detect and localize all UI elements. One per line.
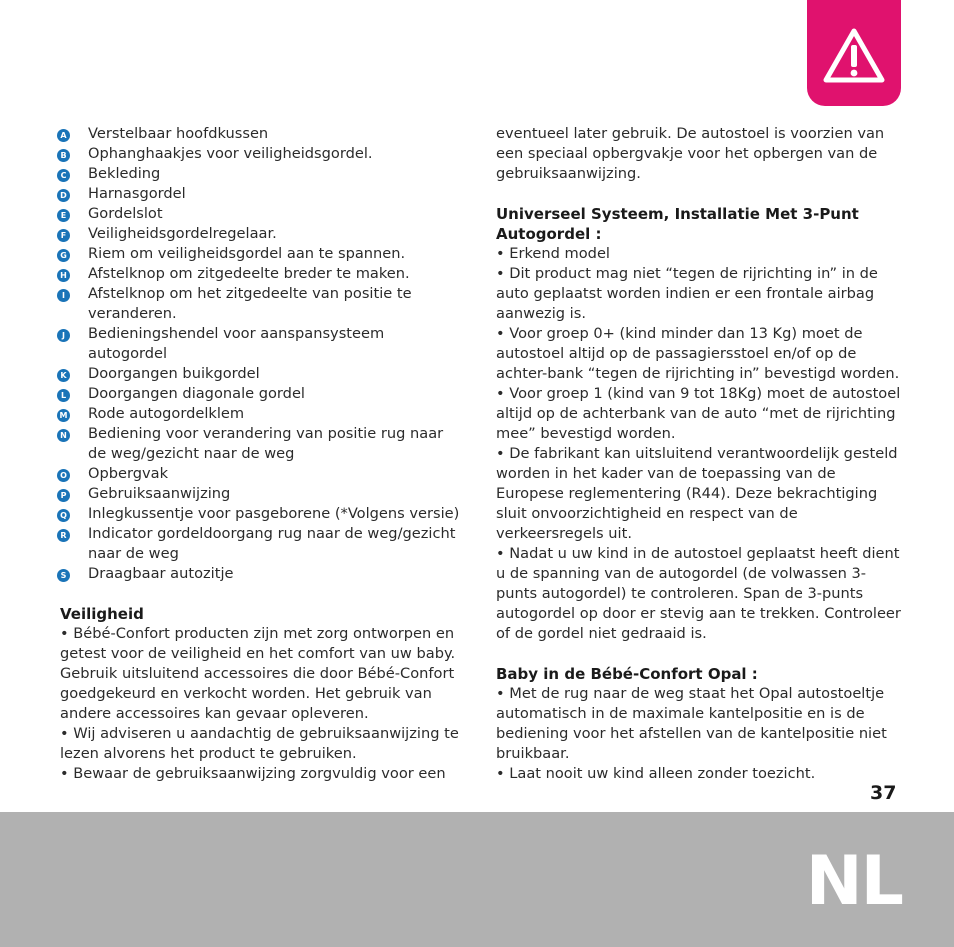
part-label: Bekleding — [88, 165, 161, 182]
safety-heading: Veiligheid — [60, 605, 144, 623]
part-item — [60, 484, 460, 504]
universal-paragraph: • Dit product mag niet “tegen de rijrichting in” in de auto geplaatst worden indien er een frontale airbag aanwezig is. — [496, 265, 878, 322]
part-item — [60, 264, 460, 284]
part-item — [60, 324, 460, 364]
warning-triangle-icon — [823, 28, 885, 84]
baby-paragraph: • Laat nooit uw kind alleen zonder toezicht. — [496, 765, 816, 782]
part-item — [60, 284, 460, 324]
part-item — [60, 364, 460, 384]
part-item — [60, 164, 460, 184]
baby-section — [496, 684, 906, 784]
warning-tab — [807, 0, 901, 106]
part-label: Verstelbaar hoofdkussen — [88, 125, 269, 142]
part-item — [60, 504, 460, 524]
part-letter-badge: O — [57, 469, 70, 482]
part-letter-badge: S — [57, 569, 70, 582]
part-item — [60, 404, 460, 424]
part-label: Gordelslot — [88, 205, 163, 222]
safety-paragraph: • Bébé-Confort producten zijn met zorg ontworpen en getest voor de veiligheid en het comfort van uw baby. Gebruik uitsluitend accessoires die door Bébé-Confort goedgekeurd en verkocht worden. Het gebruik van andere accessoires kan gevaar opleveren. — [60, 625, 456, 722]
part-label: Inlegkussentje voor pasgeborene (*Volgens versie) — [88, 505, 460, 522]
part-letter-badge: F — [57, 229, 70, 242]
part-letter-badge: L — [57, 389, 70, 402]
part-letter-badge: G — [57, 249, 70, 262]
part-letter-badge: N — [57, 429, 70, 442]
part-label: Opbergvak — [88, 465, 169, 482]
part-label: Riem om veiligheidsgordel aan te spannen. — [88, 245, 406, 262]
part-label: Bedieningshendel voor aanspansysteem autogordel — [88, 325, 385, 362]
universal-paragraph: • Voor groep 0+ (kind minder dan 13 Kg) moet de autostoel altijd op de passagiersstoel en/of op de achter-bank “tegen de rijrichting in” bevestigd worden. — [496, 325, 900, 382]
parts-list — [60, 124, 460, 584]
part-label: Doorgangen buikgordel — [88, 365, 260, 382]
part-label: Afstelknop om het zitgedeelte van positie te veranderen. — [88, 285, 412, 322]
part-letter-badge: A — [57, 129, 70, 142]
part-label: Rode autogordelklem — [88, 405, 245, 422]
part-item — [60, 224, 460, 244]
part-item — [60, 144, 460, 164]
safety-paragraph: • Bewaar de gebruiksaanwijzing zorgvuldig voor een — [60, 765, 446, 782]
part-letter-badge: P — [57, 489, 70, 502]
part-item — [60, 384, 460, 404]
part-item — [60, 244, 460, 264]
part-letter-badge: M — [57, 409, 70, 422]
part-label: Draagbaar autozitje — [88, 565, 234, 582]
baby-heading: Baby in de Bébé-Confort Opal : — [496, 665, 758, 683]
part-label: Bediening voor verandering van positie rug naar de weg/gezicht naar de weg — [88, 425, 444, 462]
part-letter-badge: K — [57, 369, 70, 382]
language-code: NL — [805, 842, 902, 921]
part-label: Gebruiksaanwijzing — [88, 485, 231, 502]
part-letter-badge: H — [57, 269, 70, 282]
part-label: Indicator gordeldoorgang rug naar de weg/gezicht naar de weg — [88, 525, 456, 562]
part-item — [60, 124, 460, 144]
part-letter-badge: C — [57, 169, 70, 182]
part-letter-badge: R — [57, 529, 70, 542]
part-letter-badge: I — [57, 289, 70, 302]
baby-paragraph: • Met de rug naar de weg staat het Opal autostoeltje automatisch in de maximale kantelpositie en is de bediening voor het afstellen van de kantelpositie niet bruikbaar. — [496, 685, 887, 762]
universal-paragraph: • Voor groep 1 (kind van 9 tot 18Kg) moet de autostoel altijd op de achterbank van de auto “met de rijrichting mee” bevestigd worden. — [496, 385, 901, 442]
part-item — [60, 524, 460, 564]
part-letter-badge: E — [57, 209, 70, 222]
part-letter-badge: Q — [57, 509, 70, 522]
part-label: Ophanghaakjes voor veiligheidsgordel. — [88, 145, 373, 162]
part-label: Afstelknop om zitgedeelte breder te maken. — [88, 265, 410, 282]
universal-heading: Universeel Systeem, Installatie Met 3-Punt Autogordel : — [496, 205, 859, 243]
part-label: Veiligheidsgordelregelaar. — [88, 225, 277, 242]
safety-section — [60, 624, 460, 784]
part-label: Doorgangen diagonale gordel — [88, 385, 305, 402]
page-number: 37 — [870, 782, 897, 804]
part-item — [60, 204, 460, 224]
safety-paragraph: • Wij adviseren u aandachtig de gebruiksaanwijzing te lezen alvorens het product te gebruiken. — [60, 725, 459, 762]
intro-paragraph: eventueel later gebruik. De autostoel is voorzien van een speciaal opbergvakje voor het opbergen van de gebruiksaanwijzing. — [496, 125, 885, 182]
part-item — [60, 424, 460, 464]
universal-section — [496, 244, 906, 644]
right-column — [496, 124, 906, 784]
part-item — [60, 184, 460, 204]
left-column — [60, 124, 460, 784]
part-letter-badge: D — [57, 189, 70, 202]
universal-paragraph: • Nadat u uw kind in de autostoel geplaatst heeft dient u de spanning van de autogordel (de volwassen 3-punts autogordel) te controleren. Span de 3-punts autogordel op door er stevig aan te trekken. Controleer of de gordel niet gedraaid is. — [496, 545, 901, 642]
part-item — [60, 464, 460, 484]
footer-band — [0, 812, 954, 947]
part-letter-badge: J — [57, 329, 70, 342]
part-item — [60, 564, 460, 584]
universal-paragraph: • Erkend model — [496, 245, 610, 262]
part-letter-badge: B — [57, 149, 70, 162]
universal-paragraph: • De fabrikant kan uitsluitend verantwoordelijk gesteld worden in het kader van de toepassing van de Europese reglementering (R44). Deze bekrachtiging sluit onvoorzichtigheid en respect van de verkeersregels uit. — [496, 445, 898, 542]
part-label: Harnasgordel — [88, 185, 186, 202]
